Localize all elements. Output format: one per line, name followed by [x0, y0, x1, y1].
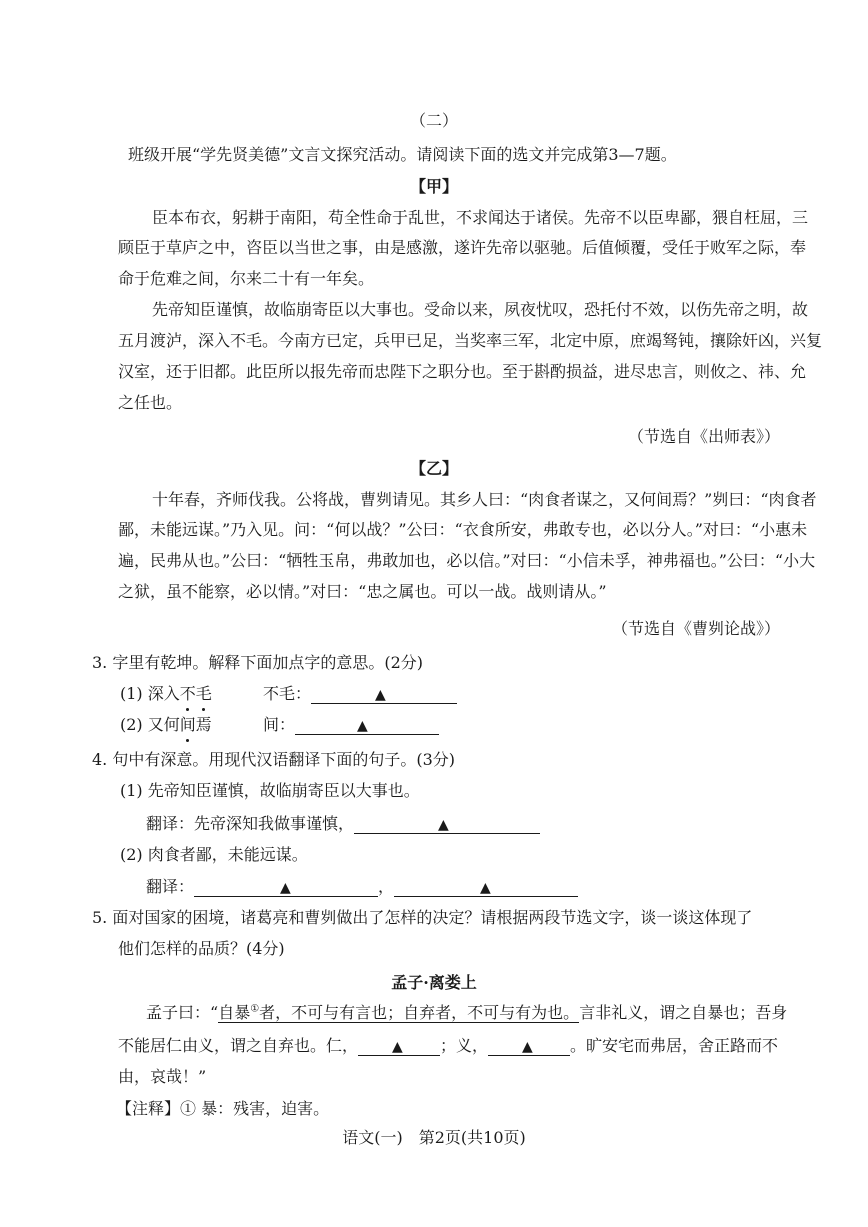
q4-item-2-answer: [146, 877, 578, 897]
passage-a-line: 顾臣于草庐之中，咨臣以当世之事，由是感激，遂许先帝以驱驰。后值倾覆，受任于败军之际，奉: [118, 238, 807, 257]
q3-item-2-phrase-end: 焉: [195, 715, 212, 734]
q4-item-2-answer-prefix: 翻译：: [146, 877, 195, 896]
underlined-phrase-a: 自暴: [218, 1003, 251, 1022]
triangle-icon: ▲: [375, 687, 386, 703]
q4-item-1-blank[interactable]: [354, 815, 540, 834]
passage-c-blank-yi[interactable]: [488, 1037, 570, 1056]
q3-item-1-number: (1): [120, 684, 143, 703]
q3-stem: 3. 字里有乾坤。解释下面加点字的意思。(2分): [92, 653, 424, 672]
passage-c-line-2-a: 不能居仁由义，谓之自弃也。仁，: [118, 1036, 359, 1055]
q4-comma: ，: [378, 877, 395, 896]
passage-a-line: 之任也。: [118, 393, 183, 412]
passage-c-note: 【注释】① 暴：残害，迫害。: [116, 1099, 330, 1118]
q3-item-2: [120, 715, 212, 735]
q3-dotted-char: 毛: [195, 684, 212, 703]
passage-c-title: 孟子·离娄上: [391, 973, 477, 992]
passage-a-line: 命于危难之间，尔来二十有一年矣。: [118, 269, 375, 288]
q3-item-1-phrase-start: 深入: [147, 684, 180, 703]
triangle-icon: ▲: [392, 1039, 403, 1055]
q4-item-2-blank-b[interactable]: [394, 878, 578, 897]
passage-b-line: 十年春，齐师伐我。公将战，曹刿请见。其乡人曰：“肉食者谋之，又何间焉？”刿曰：“肉食者: [152, 490, 817, 509]
q5-stem-line-2: 他们怎样的品质？(4分): [118, 939, 285, 958]
section-heading: （二）: [409, 111, 458, 130]
q5-stem-line-1: 5. 面对国家的困境，诸葛亮和曹刿做出了怎样的决定？请根据两段节选文字，谈一谈这体现了: [92, 908, 753, 927]
passage-c-line-2-b: ；义，: [440, 1036, 489, 1055]
note-marker: ①: [250, 1003, 260, 1015]
triangle-icon: ▲: [280, 880, 291, 896]
passage-b-line: 鄙，未能远谋。”乃入见。问：“何以战？”公曰：“衣食所安，弗敢专也，必以分人。”对曰：“小惠未: [118, 520, 808, 539]
q3-item-2-phrase-start: 又何: [147, 715, 180, 734]
q3-item-2-number: (2): [120, 715, 143, 734]
q4-item-1-answer-prefix: 翻译：先帝深知我做事谨慎，: [146, 814, 355, 833]
underlined-phrase: [218, 1003, 579, 1023]
triangle-icon: ▲: [522, 1039, 533, 1055]
passage-b-line: 之狱，虽不能察，必以情。”对曰：“忠之属也。可以一战。战则请从。”: [118, 582, 607, 601]
passage-a-line: 臣本布衣，躬耕于南阳，苟全性命于乱世，不求闻达于诸侯。先帝不以臣卑鄙，猥自枉屈，三: [152, 208, 809, 227]
q3-item-1-answer: [263, 684, 457, 704]
q4-item-2: (2) 肉食者鄙，未能远谋。: [120, 845, 308, 864]
q4-item-2-blank-a[interactable]: [194, 878, 378, 897]
passage-c-line-1-rest: 言非礼义，谓之自暴也；吾身: [579, 1003, 788, 1022]
passage-b-label: 【乙】: [409, 459, 458, 478]
q3-item-1: [120, 684, 212, 704]
page-footer: 语文(一) 第2页(共10页): [342, 1128, 526, 1147]
q3-item-2-answer: [263, 715, 439, 735]
passage-a-line: 汉室，还于旧都。此臣所以报先帝而忠陛下之职分也。至于斟酌损益，进尽忠言，则攸之、祎、允: [118, 362, 807, 381]
triangle-icon: ▲: [480, 880, 491, 896]
q3-item-2-blank[interactable]: [295, 716, 439, 735]
passage-b-source: （节选自《曹刿论战》）: [611, 619, 780, 638]
passage-b-line: 遍，民弗从也。”公曰：“牺牲玉帛，弗敢加也，必以信。”对曰：“小信未孚，神弗福也。”公曰：“小大: [118, 551, 816, 570]
passage-a-line: 五月渡泸，深入不毛。今南方已定，兵甲已足，当奖率三军，北定中原，庶竭驽钝，攘除奸凶，兴复: [118, 331, 823, 350]
q3-item-1-label: 不毛：: [263, 684, 312, 703]
q3-item-2-label: 间：: [263, 715, 296, 734]
passage-c-line-2: [118, 1036, 778, 1056]
passage-c-line-1-prefix: 孟子曰：“: [146, 1003, 219, 1022]
q3-dotted-char: 不: [179, 684, 196, 703]
passage-c-line-2-c: 。旷安宅而弗居，舍正路而不: [570, 1036, 779, 1055]
passage-c-blank-ren[interactable]: [358, 1037, 440, 1056]
triangle-icon: ▲: [438, 817, 449, 833]
passage-a-line: 先帝知臣谨慎，故临崩寄臣以大事也。受命以来，夙夜忧叹，恐托付不效，以伤先帝之明，故: [152, 300, 809, 319]
q4-item-1-answer: [146, 814, 540, 834]
q4-stem: 4. 句中有深意。用现代汉语翻译下面的句子。(3分): [92, 750, 456, 769]
underlined-phrase-b: 者，不可与有言也；自弃者，不可与有为也。: [259, 1003, 580, 1022]
q3-item-1-blank[interactable]: [311, 685, 457, 704]
triangle-icon: ▲: [357, 718, 368, 734]
intro-text: 班级开展“学先贤美德”文言文探究活动。请阅读下面的选文并完成第3—7题。: [128, 145, 677, 164]
passage-c-line-3: 由，哀哉！”: [118, 1067, 207, 1086]
q3-dotted-char: 间: [179, 715, 196, 734]
q3-item-1-phrase: [148, 684, 212, 703]
q4-item-1: (1) 先帝知臣谨慎，故临崩寄臣以大事也。: [120, 781, 420, 800]
q3-item-2-phrase: [148, 715, 212, 734]
passage-a-label: 【甲】: [409, 177, 458, 196]
passage-a-source: （节选自《出师表》）: [627, 427, 780, 446]
passage-c-line-1: [146, 1003, 787, 1023]
